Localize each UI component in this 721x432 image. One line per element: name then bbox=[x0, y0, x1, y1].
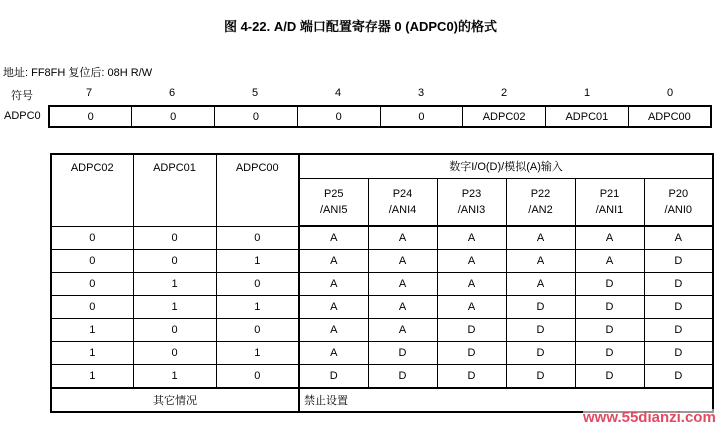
table-row bbox=[51, 250, 713, 273]
pin-ani: /ANI3 bbox=[457, 203, 486, 216]
bit-number: 6 bbox=[168, 87, 176, 99]
pin-ani: /ANI0 bbox=[664, 203, 693, 216]
table-cell: D bbox=[644, 296, 713, 319]
table-cell: A bbox=[437, 250, 506, 273]
table-cell: 0 bbox=[216, 273, 299, 296]
table-cell: D bbox=[575, 273, 644, 296]
pin-ani: /ANI5 bbox=[319, 203, 348, 216]
table-cell: D bbox=[575, 319, 644, 342]
table-cell: 0 bbox=[133, 319, 216, 342]
table-cell: 0 bbox=[51, 273, 133, 296]
register-bit-cell: ADPC01 bbox=[546, 106, 629, 127]
table-cell: D bbox=[506, 342, 575, 365]
configuration-table bbox=[50, 153, 714, 413]
table-row bbox=[51, 365, 713, 389]
bit-number: 5 bbox=[251, 87, 259, 99]
col-header-adpc01: ADPC01 bbox=[133, 154, 216, 226]
table-cell: 0 bbox=[216, 319, 299, 342]
table-cell: 0 bbox=[51, 226, 133, 250]
group-header: 数字I/O(D)/模拟(A)输入 bbox=[299, 154, 713, 178]
table-cell: 0 bbox=[133, 342, 216, 365]
register-name: ADPC0 bbox=[4, 110, 41, 122]
col-header-adpc00: ADPC00 bbox=[216, 154, 299, 226]
table-cell: D bbox=[575, 342, 644, 365]
table-cell: A bbox=[506, 273, 575, 296]
register-bit-table bbox=[48, 105, 712, 128]
table-cell: A bbox=[506, 250, 575, 273]
pin-header bbox=[299, 178, 368, 226]
table-cell: 1 bbox=[216, 342, 299, 365]
pin-port: P20 bbox=[668, 187, 689, 200]
pin-port: P25 bbox=[323, 187, 344, 200]
table-cell: A bbox=[437, 296, 506, 319]
table-cell: 0 bbox=[51, 250, 133, 273]
site-watermark: www.55dianzi.com bbox=[583, 409, 716, 426]
table-cell: 0 bbox=[216, 365, 299, 389]
table-cell: A bbox=[299, 250, 368, 273]
table-cell: A bbox=[299, 296, 368, 319]
bit-number: 7 bbox=[85, 87, 93, 99]
table-cell: 1 bbox=[133, 365, 216, 389]
table-cell: A bbox=[644, 226, 713, 250]
table-cell: A bbox=[299, 273, 368, 296]
table-cell: D bbox=[644, 273, 713, 296]
footer-other-cases: 其它情况 bbox=[51, 388, 299, 412]
table-cell: 1 bbox=[51, 342, 133, 365]
table-row bbox=[51, 273, 713, 296]
table-cell: A bbox=[368, 273, 437, 296]
table-cell: D bbox=[575, 296, 644, 319]
bit-number: 3 bbox=[417, 87, 425, 99]
table-cell: 0 bbox=[133, 226, 216, 250]
table-cell: D bbox=[644, 250, 713, 273]
pin-ani: /ANI1 bbox=[595, 203, 624, 216]
table-cell: 0 bbox=[51, 296, 133, 319]
table-cell: A bbox=[506, 226, 575, 250]
table-cell: 1 bbox=[216, 296, 299, 319]
table-cell: D bbox=[506, 365, 575, 389]
register-bit-cell: 0 bbox=[297, 106, 380, 127]
bit-number: 0 bbox=[666, 87, 674, 99]
table-cell: D bbox=[368, 342, 437, 365]
register-bit-cell: 0 bbox=[132, 106, 215, 127]
table-cell: D bbox=[644, 342, 713, 365]
table-cell: A bbox=[575, 226, 644, 250]
table-cell: D bbox=[368, 365, 437, 389]
table-cell: A bbox=[575, 250, 644, 273]
table-cell: A bbox=[437, 226, 506, 250]
pin-header bbox=[437, 178, 506, 226]
address-line: 地址: FF8FH 复位后: 08H R/W bbox=[3, 67, 153, 79]
register-bit-cell: ADPC02 bbox=[463, 106, 546, 127]
bit-number: 2 bbox=[500, 87, 508, 99]
pin-port: P21 bbox=[599, 187, 620, 200]
table-cell: D bbox=[644, 365, 713, 389]
pin-ani: /ANI4 bbox=[388, 203, 417, 216]
table-cell: 1 bbox=[51, 319, 133, 342]
table-cell: A bbox=[368, 226, 437, 250]
table-cell: 0 bbox=[133, 250, 216, 273]
table-cell: 1 bbox=[133, 296, 216, 319]
bit-number: 4 bbox=[334, 87, 342, 99]
pin-header bbox=[644, 178, 713, 226]
table-row bbox=[51, 296, 713, 319]
table-cell: D bbox=[299, 365, 368, 389]
register-bit-cell: 0 bbox=[215, 106, 298, 127]
table-cell: A bbox=[299, 226, 368, 250]
table-cell: A bbox=[437, 273, 506, 296]
register-bit-cell: ADPC00 bbox=[628, 106, 711, 127]
table-row bbox=[51, 342, 713, 365]
table-cell: D bbox=[437, 342, 506, 365]
table-cell: D bbox=[437, 365, 506, 389]
footer-prohibited: 禁止设置 bbox=[299, 388, 713, 412]
pin-header bbox=[575, 178, 644, 226]
table-row bbox=[51, 226, 713, 250]
table-cell: 1 bbox=[133, 273, 216, 296]
col-header-adpc02: ADPC02 bbox=[51, 154, 133, 226]
figure-title: 图 4-22. A/D 端口配置寄存器 0 (ADPC0)的格式 bbox=[223, 19, 498, 34]
pin-ani: /AN2 bbox=[528, 203, 553, 216]
table-cell: A bbox=[368, 296, 437, 319]
pin-header bbox=[368, 178, 437, 226]
table-cell: A bbox=[368, 250, 437, 273]
symbol-label: 符号 bbox=[11, 90, 33, 102]
table-cell: D bbox=[506, 319, 575, 342]
pin-port: P23 bbox=[461, 187, 482, 200]
table-cell: A bbox=[299, 319, 368, 342]
register-bit-cell: 0 bbox=[49, 106, 132, 127]
table-cell: D bbox=[575, 365, 644, 389]
table-cell: 1 bbox=[216, 250, 299, 273]
table-cell: A bbox=[368, 319, 437, 342]
table-cell: 0 bbox=[216, 226, 299, 250]
table-cell: D bbox=[437, 319, 506, 342]
pin-header bbox=[506, 178, 575, 226]
bit-number-row bbox=[0, 87, 721, 101]
register-bit-cell: 0 bbox=[380, 106, 463, 127]
pin-port: P24 bbox=[392, 187, 413, 200]
table-cell: D bbox=[644, 319, 713, 342]
table-row bbox=[51, 319, 713, 342]
bit-number: 1 bbox=[583, 87, 591, 99]
pin-port: P22 bbox=[530, 187, 551, 200]
table-cell: A bbox=[299, 342, 368, 365]
table-cell: 1 bbox=[51, 365, 133, 389]
table-cell: D bbox=[506, 296, 575, 319]
